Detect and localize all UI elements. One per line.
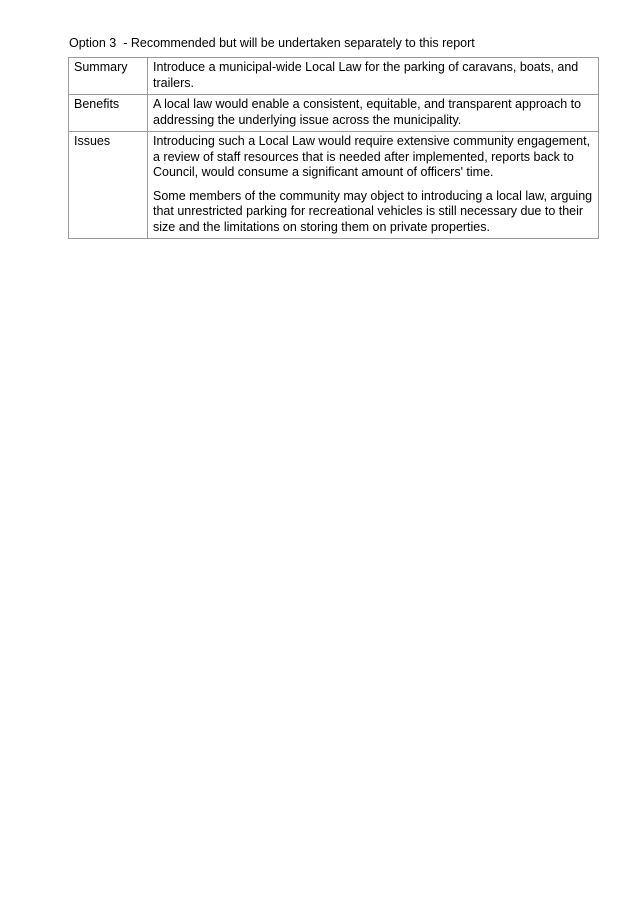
row-label-benefits: Benefits bbox=[69, 95, 148, 132]
table-row-issues bbox=[69, 132, 599, 239]
table-row-benefits bbox=[69, 95, 599, 132]
table-row-summary bbox=[69, 58, 599, 95]
row-content-issues bbox=[148, 132, 599, 239]
option-table bbox=[68, 57, 599, 239]
benefits-paragraph: A local law would enable a consistent, equitable, and transparent approach to addressing the underlying issue across the municipality. bbox=[153, 97, 582, 127]
issues-paragraph-2: Some members of the community may object to introducing a local law, arguing that unrestricted parking for recreational vehicles is still necessary due to their size and the limitations on storing them on private properties. bbox=[153, 188, 593, 234]
issues-paragraph-1: Introducing such a Local Law would require extensive community engagement, a review of staff resources that is needed after implemented, reports back to Council, would consume a significant amount of officers' time. bbox=[153, 134, 591, 179]
row-content-benefits bbox=[148, 95, 599, 132]
row-label-issues: Issues bbox=[69, 132, 148, 239]
summary-paragraph: Introduce a municipal-wide Local Law for the parking of caravans, boats, and trailers. bbox=[153, 60, 579, 90]
row-content-summary bbox=[148, 58, 599, 95]
option-heading: Option 3 - Recommended but will be undertaken separately to this report bbox=[69, 36, 475, 50]
row-label-summary: Summary bbox=[69, 58, 148, 95]
